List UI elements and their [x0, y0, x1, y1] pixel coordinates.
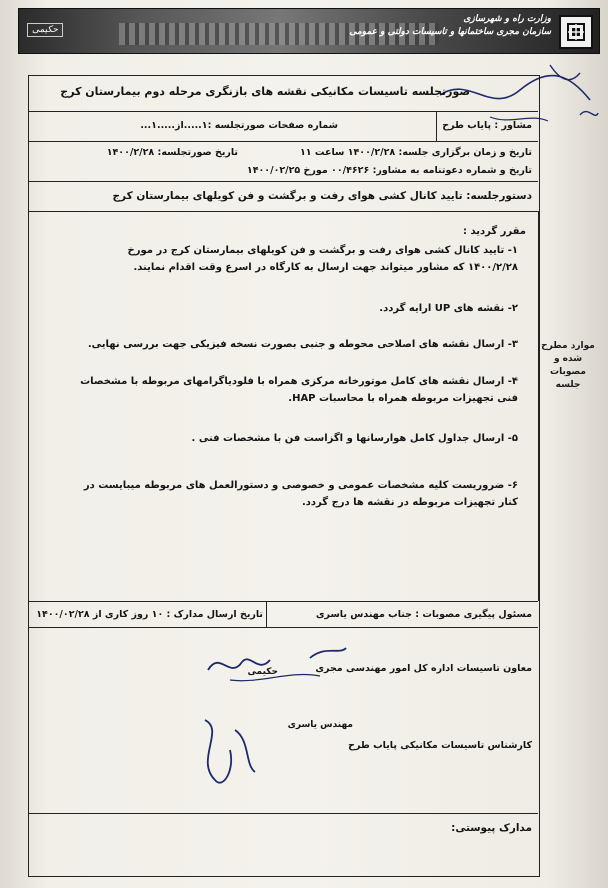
agenda-text: دستورجلسه: تایید کانال کشی هوای رفت و برگشت و فن کویلهای بیمارستان کرج — [112, 190, 532, 202]
meeting-info-row — [28, 141, 538, 182]
organization-name: سازمان مجری ساختمانها و تاسیسات دولتی و عمومی — [349, 27, 551, 37]
ministry-name: وزارت راه و شهرسازی — [463, 14, 551, 24]
decision-item-1: ۱- تایید کانال کشی هوای رفت و برگشت و فن کویلهای بیمارستان کرج در مورخ ۱۴۰۰/۲/۲۸ که مشاور میتواند جهت ارسال به کارگاه در اسرع وقت اقدام نمایند. — [127, 245, 518, 273]
meeting-datetime: تاریخ و زمان برگزاری جلسه: ۱۴۰۰/۲/۲۸ ساعت ۱۱ — [300, 147, 532, 158]
ministry-logo-icon — [559, 15, 593, 49]
followup-row — [28, 601, 538, 628]
followup-divider — [266, 601, 267, 627]
resolved-heading: مقرر گردید : — [462, 226, 526, 237]
signer2-title: کارشناس تاسیسات مکانیکی پایاب طرح — [348, 740, 532, 751]
decision-item-6: ۶- ضروریست کلیه مشخصات عمومی و خصوصی و دستورالعمل های مربوطه میبایست در کنار تجهیزات مربوطه در نقشه ها درج گردد. — [83, 480, 518, 508]
side-column-divider — [538, 211, 539, 601]
consultant-divider — [436, 111, 437, 141]
decision-item-5: ۵- ارسال جداول کامل هوارسانها و اگزاست فن با مشخصات فنی . — [191, 433, 518, 444]
letterhead-text — [341, 13, 551, 39]
minutes-title: صورتجلسه تاسیسات مکانیکی نقشه های بازنگری مرحله دوم بیمارستان کرج — [60, 85, 470, 98]
decision-item-3: ۳- ارسال نقشه های اصلاحی محوطه و جنبی بصورت نسخه فیزیکی جهت بررسی نهایی. — [87, 339, 518, 350]
attachments-top-border — [28, 813, 538, 814]
decision-item-4: ۴- ارسال نقشه های کامل موتورخانه مرکزی همراه با فلودیاگرامهای مربوطه با مشخصات فنی تجهیزات مربوطه همراه با محاسبات HAP. — [80, 376, 518, 404]
title-row — [28, 75, 538, 112]
letterhead-band — [18, 8, 600, 54]
consultant-row — [28, 111, 538, 142]
signer1-name: حکیمی — [247, 667, 278, 677]
signer2-name: مهندس یاسری — [287, 720, 353, 730]
attachments-label: مدارک پیوستی: — [451, 822, 532, 834]
deadline-text: تاریخ ارسال مدارک : ۱۰ روز کاری از ۱۴۰۰/۰۲/۲۸ — [36, 609, 263, 620]
signature-yaseri — [175, 700, 275, 800]
minutes-date: تاریخ صورتجلسه: ۱۴۰۰/۲/۲۸ — [106, 147, 238, 158]
invitation-ref: تاریخ و شماره دعوتنامه به مشاور: ۰۰/۴۶۲۶ مورخ ۱۴۰۰/۰۲/۲۵ — [246, 165, 532, 176]
pages-label: شماره صفحات صورتجلسه :۱.....از.....۱... — [140, 120, 338, 131]
letterhead-corner-tag: حکیمی — [27, 23, 63, 37]
signature-hakimi — [200, 640, 350, 690]
signer1-title: معاون تاسیسات اداره کل امور مهندسی مجری — [315, 663, 532, 674]
decisions-side-label: موارد مطرح شده و مصوبات جلسه — [541, 341, 595, 390]
consultant-label: مشاور : پایاب طرح — [442, 120, 532, 131]
followup-owner: مسئول پیگیری مصوبات : جناب مهندس یاسری — [315, 609, 532, 620]
agenda-row — [28, 181, 538, 212]
decision-item-2: ۲- نقشه های UP ارایه گردد. — [379, 303, 518, 314]
